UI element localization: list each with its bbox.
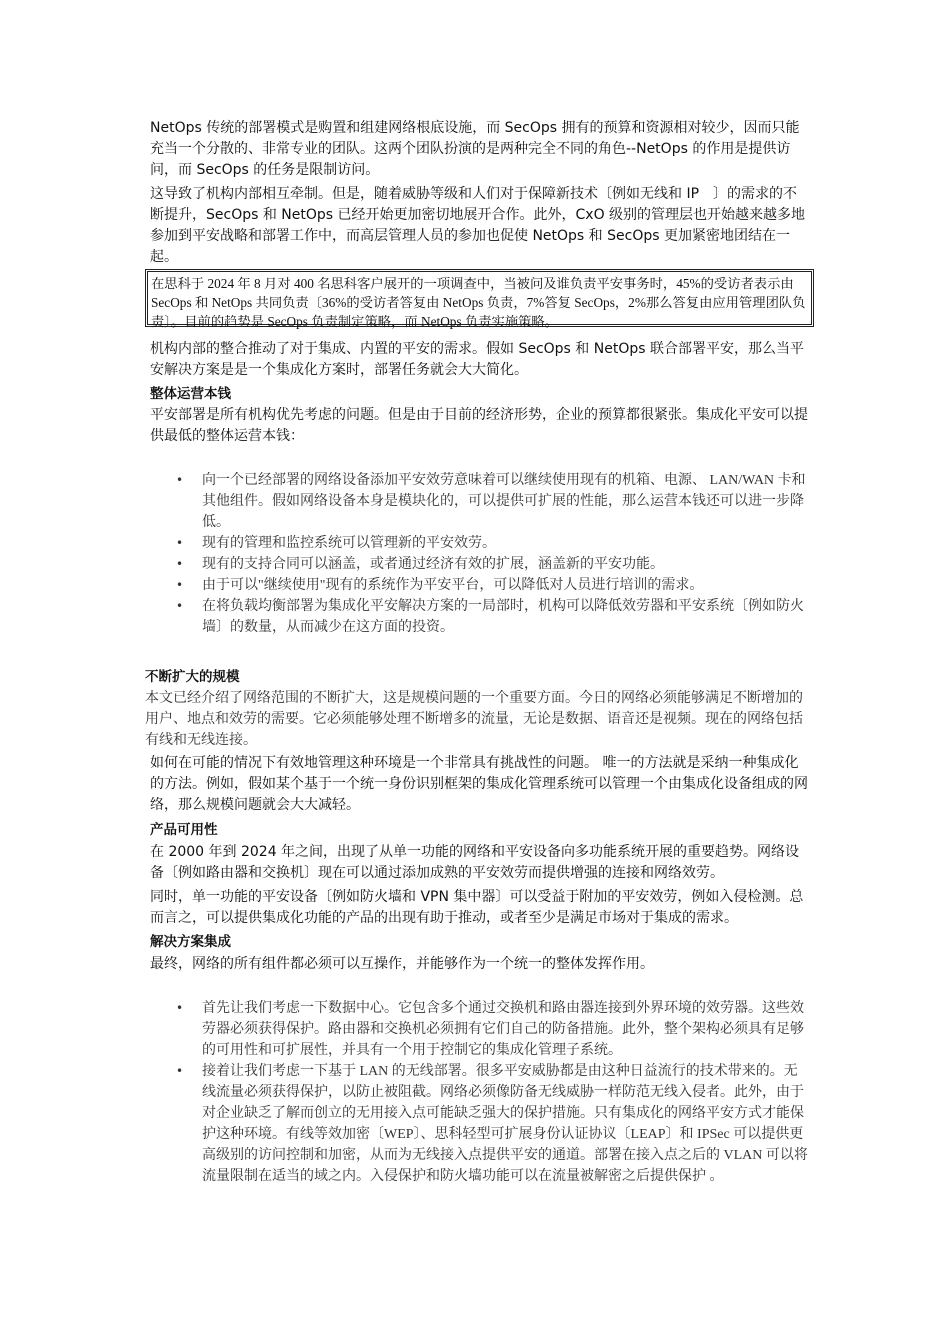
heading-availability: 产品可用性 — [150, 822, 218, 838]
bullet-icon: • — [176, 578, 184, 592]
list-item: • 现有的支持合同可以涵盖，或者通过经济有效的扩展，涵盖新的平安功能。 — [176, 554, 808, 575]
bullet-icon: • — [176, 599, 184, 613]
heading-scale: 不断扩大的规模 — [145, 669, 240, 685]
paragraph-integration-demand: 机构内部的整合推动了对于集成、内置的平安的需求。假如 SecOps 和 NetOps 联合部署平安，那么当平安解决方案是是一个集成化方案时，部署任务就会大大简化。 — [150, 341, 804, 378]
list-item: • 由于可以"继续使用"现有的系统作为平安平台，可以降低对人员进行培训的需求。 — [176, 575, 808, 596]
paragraph-availability-security: 同时，单一功能的平安设备〔例如防火墙和 VPN 集中器〕可以受益于附加的平安效劳，例如入侵检测。总而言之，可以提供集成化功能的产品的出现有助于推动，或者至少是满足市场对于集成的需求。 — [150, 889, 804, 926]
cost-bullet-list — [176, 470, 808, 638]
paragraph-mutual-constraint: 这导致了机构内部相互牵制。但是，随着威胁等级和人们对于保障新技术〔例如无线和 IP 〕的需求的不断提升，SecOps 和 NetOps 已经开始更加密切地展开合作。此外，CxO 级别的管理层也开始越来越多地参加到平安战略和部署工作中，而高层管理人员的参加也促使 NetOps 和 SecOps 更加紧密地团结在一起。 — [150, 186, 806, 265]
paragraph-netops-secops: NetOps 传统的部署模式是购置和组建网络根底设施，而 SecOps 拥有的预算和资源相对较少，因而只能充当一个分散的、非常专业的团队。这两个团队扮演的是两种完全不同的角色--NetOps 的作用是提供访问，而 SecOps 的任务是限制访问。 — [150, 120, 800, 178]
bullet-icon: • — [176, 536, 184, 550]
list-item: • 向一个已经部署的网络设备添加平安效劳意味着可以继续使用现有的机箱、电源、 LAN/WAN 卡和其他组件。假如网络设备本身是模块化的，可以提供可扩展的性能，那么运营本钱还可以进一步降低。 — [176, 470, 808, 533]
heading-total-cost: 整体运营本钱 — [150, 386, 231, 402]
paragraph-total-cost: 平安部署是所有机构优先考虑的问题。但是由于目前的经济形势，企业的预算都很紧张。集成化平安可以提供最低的整体运营本钱： — [150, 407, 808, 444]
bullet-icon: • — [176, 1064, 184, 1078]
list-item: • 在将负载均衡部署为集成化平安解决方案的一局部时，机构可以降低效劳器和平安系统〔例如防火墙〕的数量，从而减少在这方面的投资。 — [176, 596, 808, 638]
survey-callout-box — [145, 269, 814, 327]
integration-bullet-list — [176, 998, 808, 1187]
bullet-icon: • — [176, 1001, 184, 1015]
bullet-icon: • — [176, 557, 184, 571]
list-item: • 现有的管理和监控系统可以管理新的平安效劳。 — [176, 533, 808, 554]
bullet-icon: • — [176, 473, 184, 487]
list-item: • 接着让我们考虑一下基于 LAN 的无线部署。很多平安威胁都是由这种日益流行的技术带来的。无线流量必须获得保护，以防止被阻截。网络必须像防备无线威胁一样防范无线入侵者。此外，由于对企业缺乏了解而创立的无用接入点可能缺乏强大的保护措施。只有集成化的网络平安方式才能保护这种环境。有线等效加密〔WEP〕、思科轻型可扩展身份认证协议〔LEAP〕和 IPSec 可以提供更高级别的访问控制和加密，从而为无线接入点提供平安的通道。部署在接入点之后的 VLAN 可以将流量限制在适当的域之内。入侵保护和防火墙功能可以在流量被解密之后提供保护 。 — [176, 1061, 808, 1187]
heading-solution-integration: 解决方案集成 — [150, 934, 231, 950]
paragraph-scale-intro: 本文已经介绍了网络范围的不断扩大，这是规模问题的一个重要方面。今日的网络必须能够满足不断增加的用户、地点和效劳的需要。它必须能够处理不断增多的流量，无论是数据、语音还是视频。现在的网络包括有线和无线连接。 — [145, 691, 803, 748]
paragraph-scale-management: 如何在可能的情况下有效地管理这种环境是一个非常具有挑战性的问题。 唯一的方法就是采纳一种集成化的方法。例如，假如某个基于一个统一身份识别框架的集成化管理系统可以管理一个由集成化设备组成的网络，那么规模问题就会大大减轻。 — [150, 755, 808, 813]
survey-callout-text: 在思科于 2024 年 8 月对 400 名思科客户展开的一项调查中，当被问及谁负责平安事务时，45%的受访者表示由 SecOps 和 NetOps 共同负责〔36%的受访者答复由 NetOps 负责，7%答复 SecOps，2%那么答复由应用管理团队负责〕。目前的趋势是 SecOps 负责制定策略，而 NetOps 负责实施策略。 — [151, 276, 806, 329]
list-item: • 首先让我们考虑一下数据中心。它包含多个通过交换机和路由器连接到外界环境的效劳器。这些效劳器必须获得保护。路由器和交换机必须拥有它们自己的防备措施。此外，整个架构必须具有足够的可用性和可扩展性，并具有一个用于控制它的集成化管理子系统。 — [176, 998, 808, 1061]
paragraph-availability-trend: 在 2000 年到 2024 年之间，出现了从单一功能的网络和平安设备向多功能系统开展的重要趋势。网络设备〔例如路由器和交换机〕现在可以通过添加成熟的平安效劳而提供增强的连接和网络效劳。 — [150, 844, 800, 881]
paragraph-solution-integration: 最终，网络的所有组件都必须可以互操作，并能够作为一个统一的整体发挥作用。 — [150, 956, 654, 972]
